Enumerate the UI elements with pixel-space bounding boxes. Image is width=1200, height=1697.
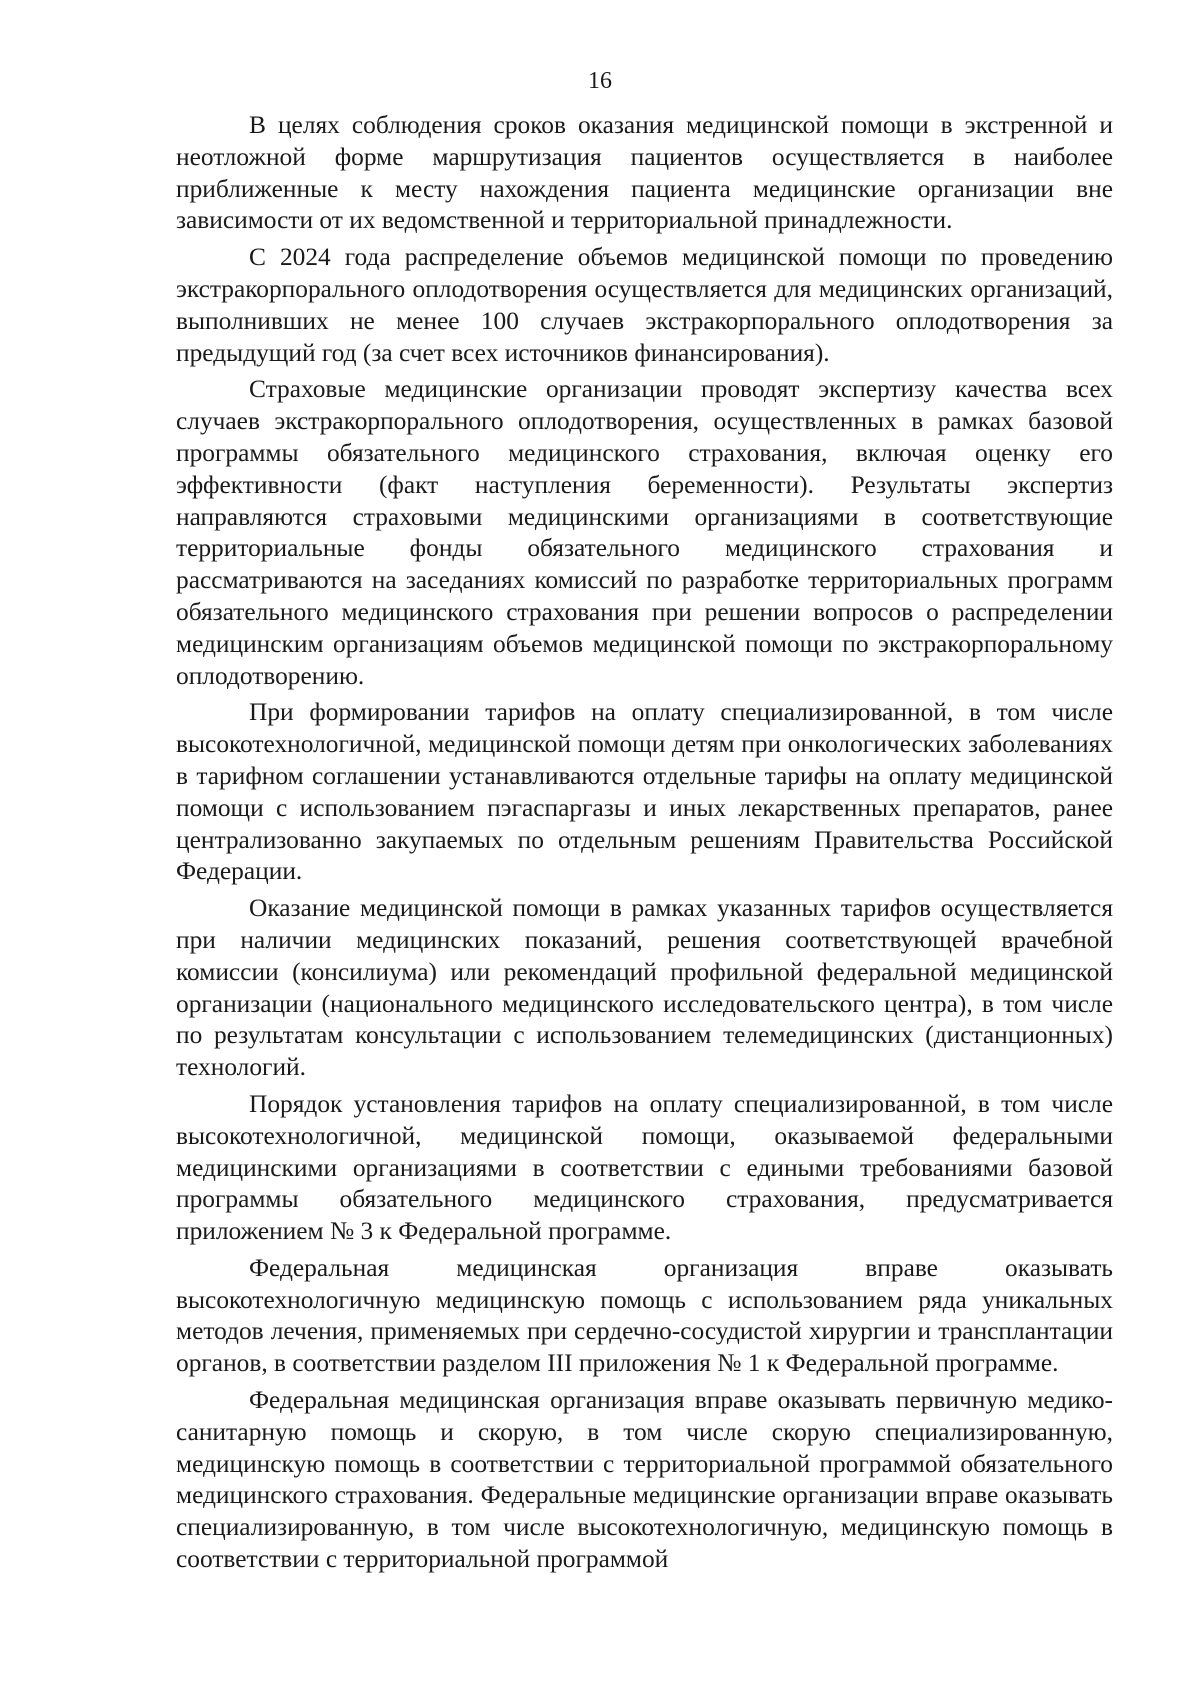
paragraph-high-tech-unique-methods: Федеральная медицинская организация вправе оказывать высокотехнологичную медицинскую помощь с использованием ряда уникальных методов лечения, применяемых при сердечно-сосудистой хирургии и трансплантации органов, в соответствии разделом III приложения № 1 к Федеральной программе. — [176, 1253, 1113, 1378]
paragraph-primary-and-emergency-care: Федеральная медицинская организация вправе оказывать первичную медико-санитарную помощь и скорую, в том числе скорую специализированную, медицинскую помощь в соответствии с территориальной программой обязательного медицинского страхования. Федеральные медицинские организации вправе оказывать специализированную, в том числе высокотехнологичную, медицинскую помощь в соответствии с территориальной программой — [176, 1386, 1113, 1574]
document-body — [176, 110, 1113, 1581]
paragraph-federal-tariff-procedure: Порядок установления тарифов на оплату специализированной, в том числе высокотехнологичной, медицинской помощи, оказываемой федеральными медицинскими организациями в соответствии с едиными требованиями базовой программы обязательного медицинского страхования, предусматривается приложением № 3 к Федеральной программе. — [176, 1089, 1113, 1246]
page-number: 16 — [588, 68, 612, 94]
paragraph-tariff-indications: Оказание медицинской помощи в рамках указанных тарифов осуществляется при наличии медицинских показаний, решения соответствующей врачебной комиссии (консилиума) или рекомендаций профильной федеральной медицинской организации (национального медицинского исследовательского центра), в том числе по результатам консультации с использованием телемедицинских (дистанционных) технологий. — [176, 894, 1113, 1082]
paragraph-ivf-volume-distribution: С 2024 года распределение объемов медицинской помощи по проведению экстракорпорального оплодотворения осуществляется для медицинских организаций, выполнивших не менее 100 случаев экстракорпорального оплодотворения за предыдущий год (за счет всех источников финансирования). — [176, 243, 1113, 367]
paragraph-ivf-quality-expertise: Страховые медицинские организации проводят экспертизу качества всех случаев экстракорпорального оплодотворения, осуществленных в рамках базовой программы обязательного медицинского страхования, включая оценку его эффективности (факт наступления беременности). Результаты экспертиз направляются страховыми медицинскими организациями в соответствующие территориальные фонды обязательного медицинского страхования и рассматриваются на заседаниях комиссий по разработке территориальных программ обязательного медицинского страхования при решении вопросов о распределении медицинским организациям объемов медицинской помощи по экстракорпоральному оплодотворению. — [176, 375, 1113, 690]
paragraph-emergency-routing: В целях соблюдения сроков оказания медицинской помощи в экстренной и неотложной форме маршрутизация пациентов осуществляется в наиболее приближенные к месту нахождения пациента медицинские организации вне зависимости от их ведомственной и территориальной принадлежности. — [176, 111, 1113, 235]
paragraph-oncology-tariffs: При формировании тарифов на оплату специализированной, в том числе высокотехнологичной, медицинской помощи детям при онкологических заболеваниях в тарифном соглашении устанавливаются отдельные тарифы на оплату медицинской помощи с использованием пэгаспаргазы и иных лекарственных препаратов, ранее централизованно закупаемых по отдельным решениям Правительства Российской Федерации. — [176, 698, 1113, 886]
